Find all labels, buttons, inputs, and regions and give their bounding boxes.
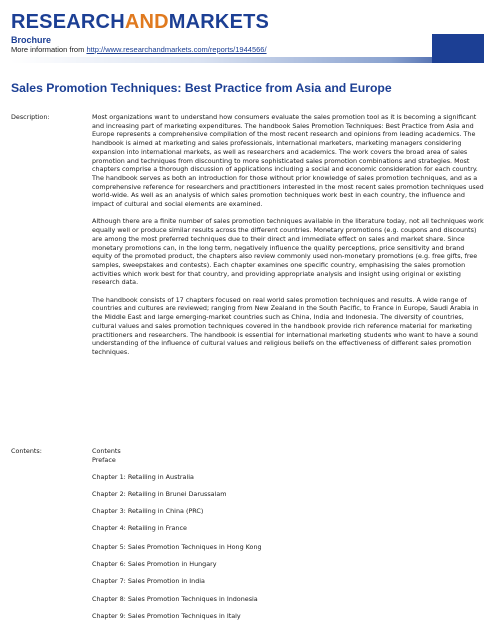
contents-item: Chapter 3: Retailing in China (PRC) xyxy=(92,507,204,515)
logo-word-and: AND xyxy=(124,11,169,33)
description-body xyxy=(92,113,484,365)
logo-word-markets: MARKETS xyxy=(168,11,270,33)
report-title: Sales Promotion Techniques: Best Practice from Asia and Europe xyxy=(11,81,392,95)
contents-item: Chapter 6: Sales Promotion in Hungary xyxy=(92,560,217,568)
contents-item: Chapter 2: Retailing in Brunei Darussalam xyxy=(92,490,227,498)
contents-item: Preface xyxy=(92,456,116,464)
description-paragraph: Although there are a finite number of sales promotion techniques available in the literature today, not all techniques work equally well or produce similar results across the different countries. Monetary promotions (e.g. coupons and discounts) are among the most preferred techniques due to their direct and immediate effect on sales and market share. Since monetary promotions can, in the long term, negatively influence the quality perceptions, price sensitivity and brand equity of the promoted product, the chapters also review commonly used non-monetary promotions (e.g. free gifts, free samples, sweepstakes and contests). Each chapter examines one specific country, emphasising the sales promotion activities which work best for that country, and providing appropriate analysis and insight using original or existing research data. xyxy=(92,217,484,287)
more-info-prefix: More information from xyxy=(11,45,87,54)
header-gradient-rule xyxy=(11,57,484,63)
contents-item: Chapter 9: Sales Promotion Techniques in Italy xyxy=(92,612,241,620)
description-label: Description: xyxy=(11,113,50,121)
description-paragraph: Most organizations want to understand how consumers evaluate the sales promotion tool as it is becoming a significant and increasing part of marketing expenditures. The handbook Sales Promotion Techniques: Best Practice from Asia and Europe represents a comprehensive compilation of the most recent research and opinions from leading academics. The handbook is aimed at marketing and sales professionals, international marketers, marketing managers considering expansion into international markets, as well as researchers and academics. The work covers the broad area of sales promotion and techniques from discounting to more sophisticated sales promotion combinations and strategies. Most chapters comprise a thorough discussion of applications including a social and economic consideration for each country. The handbook serves as both an introduction for those without prior knowledge of sales promotion techniques, and as a comprehensive reference for researchers and practitioners interested in the most recent sales promotion techniques used world-wide. As well as an analysis of which sales promotion techniques work best in each country, the influence and impact of cultural and social elements are examined. xyxy=(92,113,484,209)
contents-item: Chapter 8: Sales Promotion Techniques in Indonesia xyxy=(92,595,258,603)
research-and-markets-logo xyxy=(11,12,269,32)
description-paragraph: The handbook consists of 17 chapters focused on real world sales promotion techniques and results. A wide range of countries and cultures are reviewed; ranging from New Zealand in the South Pacific, to France in Europe, Saudi Arabia in the Middle East and large emerging-market countries such as China, India and Indonesia. The diversity of countries, cultural values and sales promotion techniques covered in the handbook provide rich reference material for marketing practitioners and researchers. The handbook is essential for international marketing students who want to have a sound understanding of the influence of cultural values and religious beliefs on the effectiveness of different sales promotion techniques. xyxy=(92,295,479,356)
contents-item: Contents xyxy=(92,447,121,455)
report-link[interactable]: http://www.researchandmarkets.com/reports/1944566/ xyxy=(86,45,267,54)
contents-label: Contents: xyxy=(11,447,42,455)
contents-item: Chapter 5: Sales Promotion Techniques in Hong Kong xyxy=(92,543,262,551)
more-info-line xyxy=(11,45,267,54)
contents-item: Chapter 7: Sales Promotion in India xyxy=(92,577,205,585)
logo-word-research: RESEARCH xyxy=(11,11,125,33)
contents-item: Chapter 1: Retailing in Australia xyxy=(92,473,194,481)
brochure-label: Brochure xyxy=(11,35,52,45)
contents-item: Chapter 4: Retailing in France xyxy=(92,524,187,532)
header-blue-block xyxy=(432,34,484,63)
